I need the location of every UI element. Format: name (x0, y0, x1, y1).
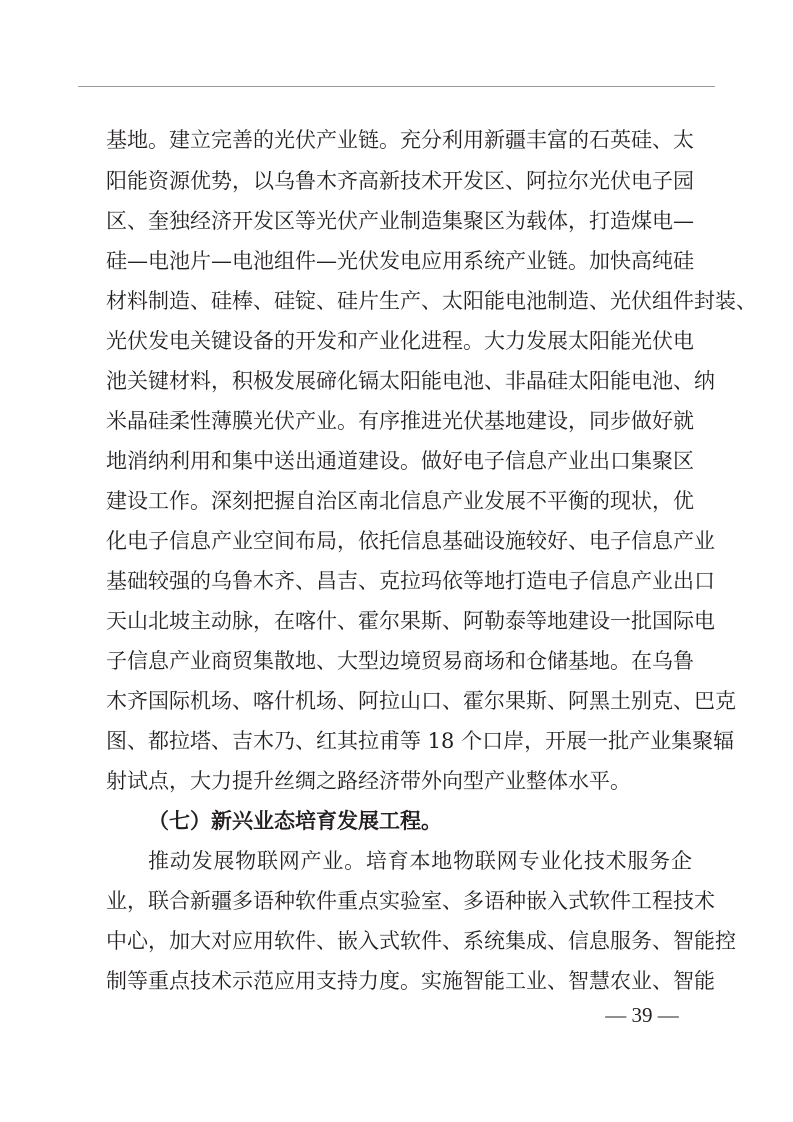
text-line: 米晶硅柔性薄膜光伏产业。有序推进光伏基地建设，同步做好就 (106, 409, 694, 433)
text-line: 化电子信息产业空间布局，依托信息基础设施较好、电子信息产业 (106, 529, 715, 553)
page-number: — 39 — (605, 1003, 679, 1027)
text-line: 业，联合新疆多语种软件重点实验室、多语种嵌入式软件工程技术 (106, 889, 715, 913)
text-line: 推动发展物联网产业。培育本地物联网专业化技术服务企 (148, 849, 692, 873)
text-line: 材料制造、硅棒、硅锭、硅片生产、太阳能电池制造、光伏组件封装、 (106, 289, 757, 313)
text-line: 天山北坡主动脉，在喀什、霍尔果斯、阿勒泰等地建设一批国际电 (106, 609, 715, 633)
text-line: 池关键材料，积极发展碲化镉太阳能电池、非晶硅太阳能电池、纳 (106, 369, 715, 393)
text-line: 区、奎独经济开发区等光伏产业制造集聚区为载体，打造煤电— (106, 209, 694, 233)
text-line: 基地。建立完善的光伏产业链。充分利用新疆丰富的石英硅、太 (106, 128, 694, 152)
text-line: 地消纳利用和集中送出通道建设。做好电子信息产业出口集聚区 (106, 449, 694, 473)
section-subheading: （七）新兴业态培育发展工程。 (148, 809, 442, 833)
text-line: 射试点，大力提升丝绸之路经济带外向型产业整体水平。 (106, 769, 631, 793)
text-line: 建设工作。深刻把握自治区南北信息产业发展不平衡的现状，优 (106, 489, 694, 513)
text-line: 子信息产业商贸集散地、大型边境贸易商场和仓储基地。在乌鲁 (106, 649, 694, 673)
text-line: 中心，加大对应用软件、嵌入式软件、系统集成、信息服务、智能控 (106, 929, 736, 953)
text-line: 基础较强的乌鲁木齐、昌吉、克拉玛依等地打造电子信息产业出口 (106, 569, 715, 593)
text-line: 硅—电池片—电池组件—光伏发电应用系统产业链。加快高纯硅 (106, 249, 694, 273)
text-line: 制等重点技术示范应用支持力度。实施智能工业、智慧农业、智能 (106, 969, 715, 993)
text-line: 阳能资源优势，以乌鲁木齐高新技术开发区、阿拉尔光伏电子园 (106, 169, 694, 193)
text-line: 图、都拉塔、吉木乃、红其拉甫等 18 个口岸，开展一批产业集聚辐 (106, 729, 735, 753)
text-line: 木齐国际机场、喀什机场、阿拉山口、霍尔果斯、阿黑土别克、巴克 (106, 689, 736, 713)
text-line: 光伏发电关键设备的开发和产业化进程。大力发展太阳能光伏电 (106, 329, 694, 353)
